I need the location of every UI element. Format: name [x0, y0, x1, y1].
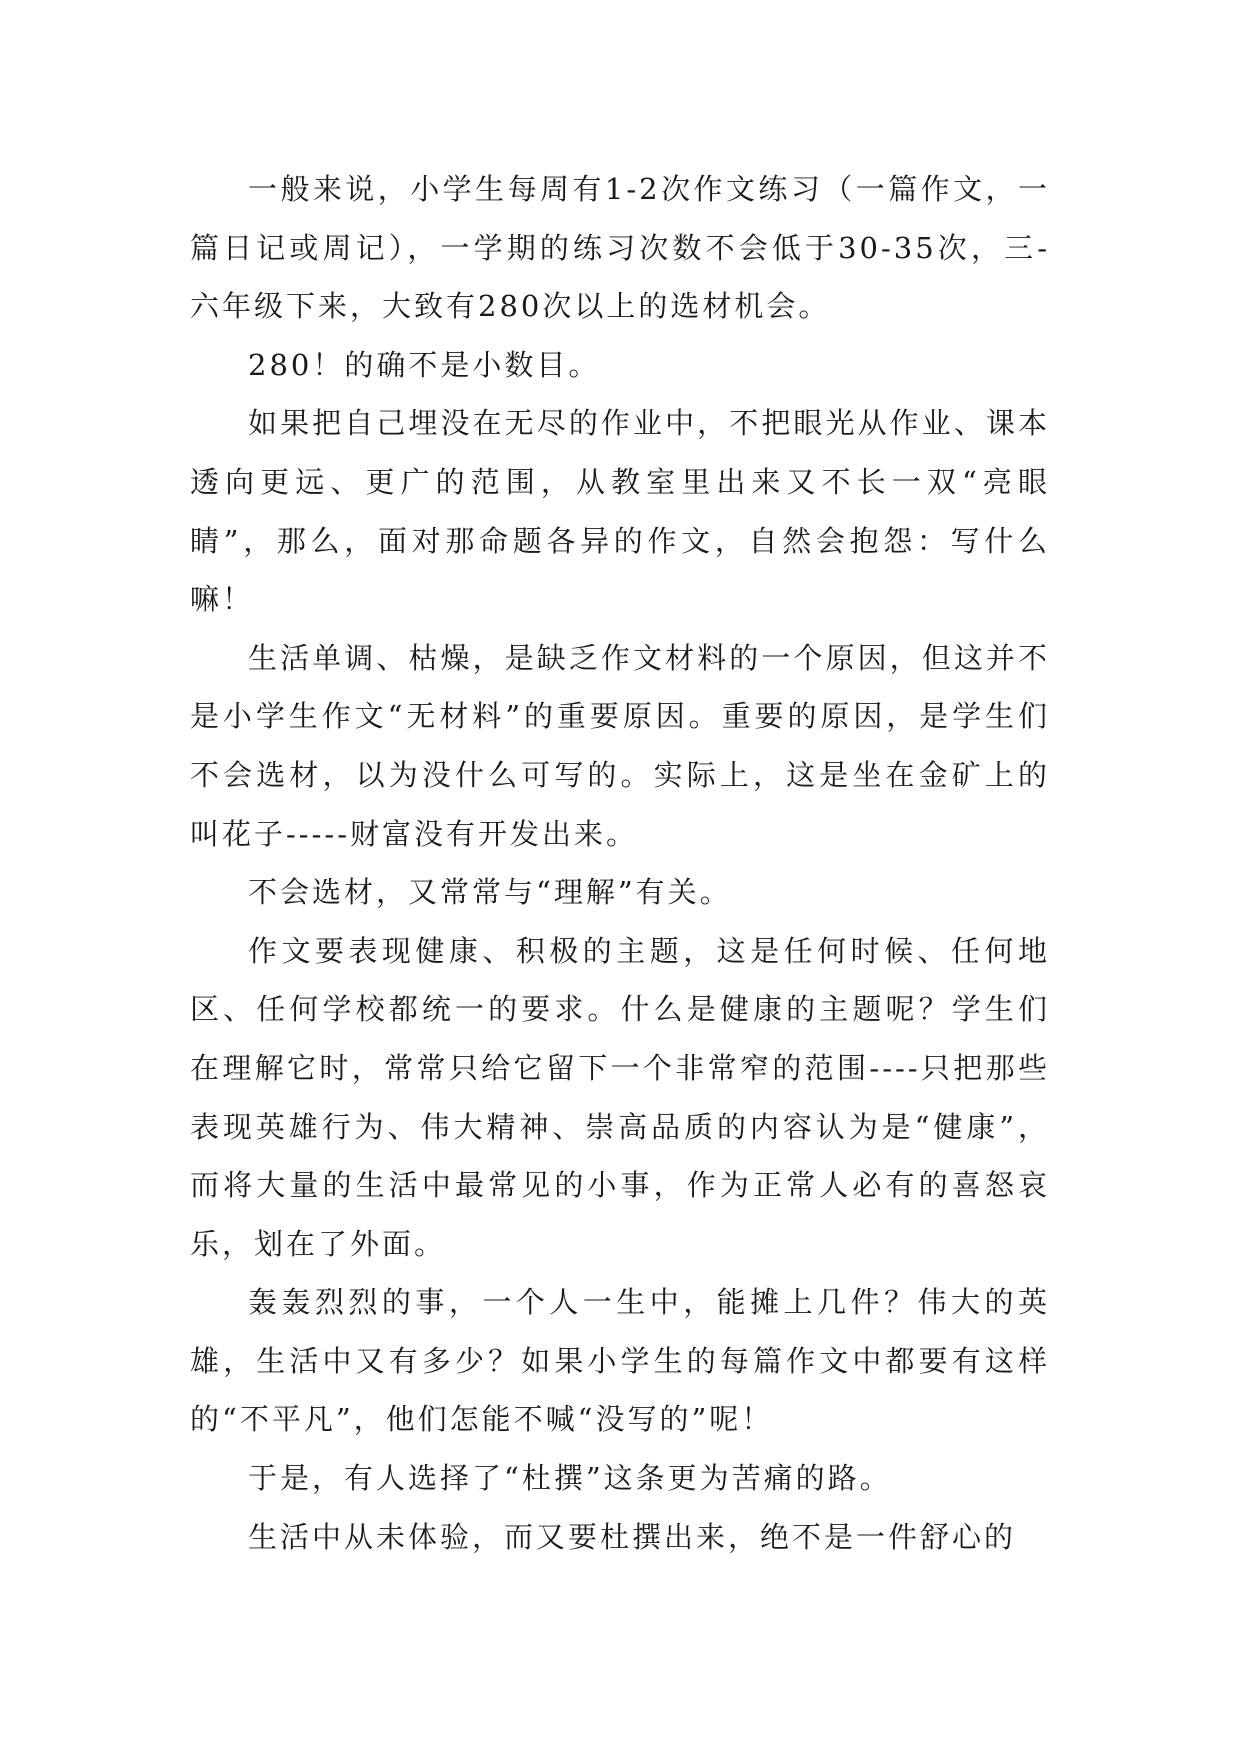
document-body	[190, 160, 1050, 1566]
paragraph-1: 一般来说，小学生每周有1-2次作文练习（一篇作文，一篇日记或周记），一学期的练习次数不会低于30-35次，三-六年级下来，大致有280次以上的选材机会。	[190, 172, 1050, 324]
paragraph-3: 如果把自己埋没在无尽的作业中，不把眼光从作业、课本透向更远、更广的范围，从教室里出来又不长一双“亮眼睛”，那么，面对那命题各异的作文，自然会抱怨：写什么嘛！	[190, 406, 1050, 617]
paragraph-7: 轰轰烈烈的事，一个人一生中，能摊上几件？伟大的英雄，生活中又有多少？如果小学生的每篇作文中都要有这样的“不平凡”，他们怎能不喊“没写的”呢！	[190, 1285, 1050, 1437]
paragraph-2: 280！的确不是小数目。	[248, 347, 601, 382]
paragraph-4: 生活单调、枯燥，是缺乏作文材料的一个原因，但这并不是小学生作文“无材料”的重要原因。重要的原因，是学生们不会选材，以为没什么可写的。实际上，这是坐在金矿上的叫花子-----财富没有开发出来。	[190, 640, 1050, 851]
paragraph-5: 不会选材，又常常与“理解”有关。	[248, 875, 732, 910]
paragraph-8: 于是，有人选择了“杜撰”这条更为苦痛的路。	[248, 1461, 892, 1496]
paragraph-9: 生活中从未体验，而又要杜撰出来，绝不是一件舒心的	[248, 1519, 1017, 1554]
paragraph-6: 作文要表现健康、积极的主题，这是任何时候、任何地区、任何学校都统一的要求。什么是健康的主题呢？学生们在理解它时，常常只给它留下一个非常窄的范围----只把那些表现英雄行为、伟大精神、崇高品质的内容认为是“健康”，而将大量的生活中最常见的小事，作为正常人必有的喜怒哀乐，划在了外面。	[190, 933, 1050, 1261]
